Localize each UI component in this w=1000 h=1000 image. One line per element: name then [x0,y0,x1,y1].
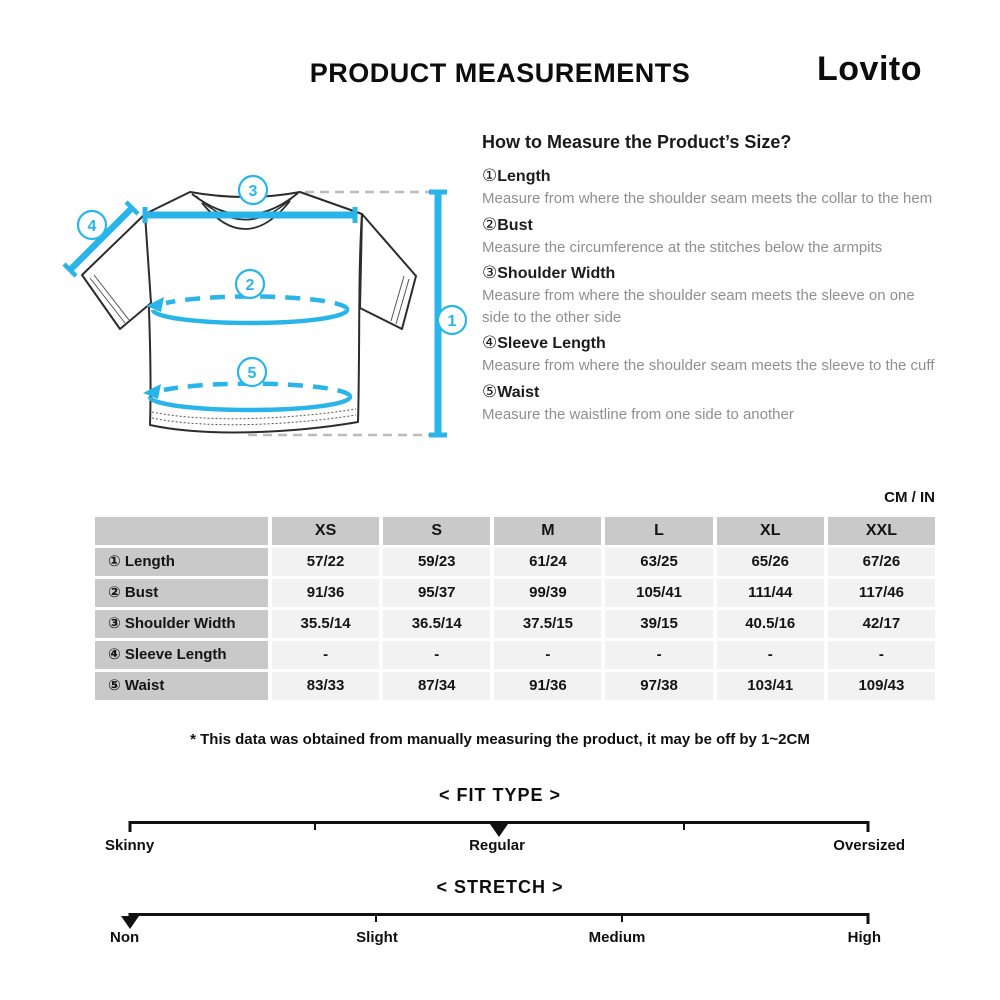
svg-text:4: 4 [87,218,97,235]
column-header: S [383,517,490,545]
table-cell-value: 99/39 [494,579,601,607]
stretch-axis [130,913,868,916]
column-header: M [494,517,601,545]
circled-number: ① [482,166,498,185]
circled-number: ④ [482,333,498,352]
table-cell-value: - [717,641,824,669]
table-cell-value: 103/41 [717,672,824,700]
axis-tick [621,913,623,922]
how-to-item [482,261,938,328]
how-to-term [482,331,938,355]
size-table [95,517,935,700]
column-header: XXL [828,517,935,545]
how-to-term [482,380,938,404]
callout-4 [78,211,106,239]
how-to-list [482,164,938,425]
scale-label: Non [110,929,140,946]
how-to-item [482,213,938,259]
table-cell-value: 83/33 [272,672,379,700]
how-to-item [482,380,938,426]
table-cell-value: 39/15 [605,610,712,638]
how-to-term [482,164,938,188]
how-to-description: Measure the waistline from one side to another [482,405,794,423]
fit-type-title: < FIT TYPE > [438,785,562,805]
axis-tick [375,913,377,922]
axis-tick [314,821,316,830]
callout-5 [238,358,266,386]
table-cell-value: 97/38 [605,672,712,700]
scale-label: Oversized [833,837,905,854]
table-cell-value: - [494,641,601,669]
table-cell-value: 59/23 [383,548,490,576]
column-header: L [605,517,712,545]
how-to-description: Measure from where the shoulder seam meets the collar to the hem [482,190,933,207]
units-label: CM / IN [884,489,935,506]
row-label: ④ Sleeve Length [95,641,268,669]
how-to-term [482,261,938,285]
table-cell-value: 111/44 [717,579,824,607]
right-sleeve [360,214,416,329]
table-cell-value: 63/25 [605,548,712,576]
table-cell-value: 61/24 [494,548,601,576]
fit-type-labels [0,837,1000,859]
scale-label: Regular [469,837,525,854]
stretch-marker [121,916,139,929]
table-cell-value: - [605,641,712,669]
how-to-measure-section [482,132,938,425]
table-cell-value: 109/43 [828,672,935,700]
svg-text:2: 2 [245,277,255,294]
table-cell-value: 67/26 [828,548,935,576]
how-to-heading: How to Measure the Product’s Size? [482,132,792,152]
row-label: ③ Shoulder Width [95,610,268,638]
how-to-item [482,164,938,210]
table-cell-value: 37.5/15 [494,610,601,638]
page-title: PRODUCT MEASUREMENTS [309,58,691,88]
row-label: ① Length [95,548,268,576]
scale-label: High [847,929,881,946]
fit-type-marker [490,824,508,837]
callout-3 [239,176,267,204]
axis-tick [683,821,685,830]
table-cell-value: 36.5/14 [383,610,490,638]
scale-label: Skinny [105,837,155,854]
table-cell-value: 57/22 [272,548,379,576]
column-header: XS [272,517,379,545]
axis-tick [129,821,132,832]
table-cell-value: 42/17 [828,610,935,638]
table-cell-value: 65/26 [717,548,824,576]
term-label: Bust [497,216,533,234]
table-cell-value: - [828,641,935,669]
callout-1 [438,306,466,334]
table-cell-value: - [272,641,379,669]
term-label: Length [497,168,551,185]
scale-label: Slight [356,929,398,946]
table-cell-value: 91/36 [494,672,601,700]
tshirt-measurement-diagram [50,162,490,472]
table-cell-value: - [383,641,490,669]
svg-text:3: 3 [248,183,258,200]
circled-number: ② [482,214,498,234]
stretch-labels [0,929,1000,951]
term-label: Sleeve Length [497,335,606,352]
how-to-description: Measure the circumference at the stitches below the armpits [482,238,883,256]
table-cell-value: 117/46 [828,579,935,607]
table-cell-value: 87/34 [383,672,490,700]
table-cell-value: 95/37 [383,579,490,607]
measurement-disclaimer: * This data was obtained from manually measuring the product, it may be off by 1~2CM [190,731,810,748]
how-to-item [482,331,938,377]
tshirt-diagram-svg [50,162,490,472]
column-header: XL [717,517,824,545]
term-label: Shoulder Width [497,265,616,282]
brand-logo: Lovito [817,50,922,88]
circled-number: ③ [482,263,498,282]
how-to-description: Measure from where the shoulder seam meets the sleeve on one side to the other side [482,287,915,326]
fit-type-scale [0,785,1000,865]
svg-text:1: 1 [447,313,457,330]
how-to-description: Measure from where the shoulder seam meets the sleeve to the cuff [482,357,935,374]
term-label: Waist [497,383,540,401]
stretch-scale [0,877,1000,957]
axis-tick [867,913,870,924]
table-cell-value: 40.5/16 [717,610,824,638]
row-label: ② Bust [95,579,268,607]
callout-2 [236,270,264,298]
scale-label: Medium [588,929,646,946]
table-cell-value: 35.5/14 [272,610,379,638]
row-label: ⑤ Waist [95,672,268,700]
svg-text:5: 5 [247,365,257,382]
fit-type-axis [130,821,868,824]
table-corner-cell [95,517,268,545]
table-cell-value: 91/36 [272,579,379,607]
circled-number: ⑤ [482,381,498,401]
how-to-term [482,213,938,237]
stretch-title: < STRETCH > [436,877,564,897]
table-cell-value: 105/41 [605,579,712,607]
axis-tick [867,821,870,832]
